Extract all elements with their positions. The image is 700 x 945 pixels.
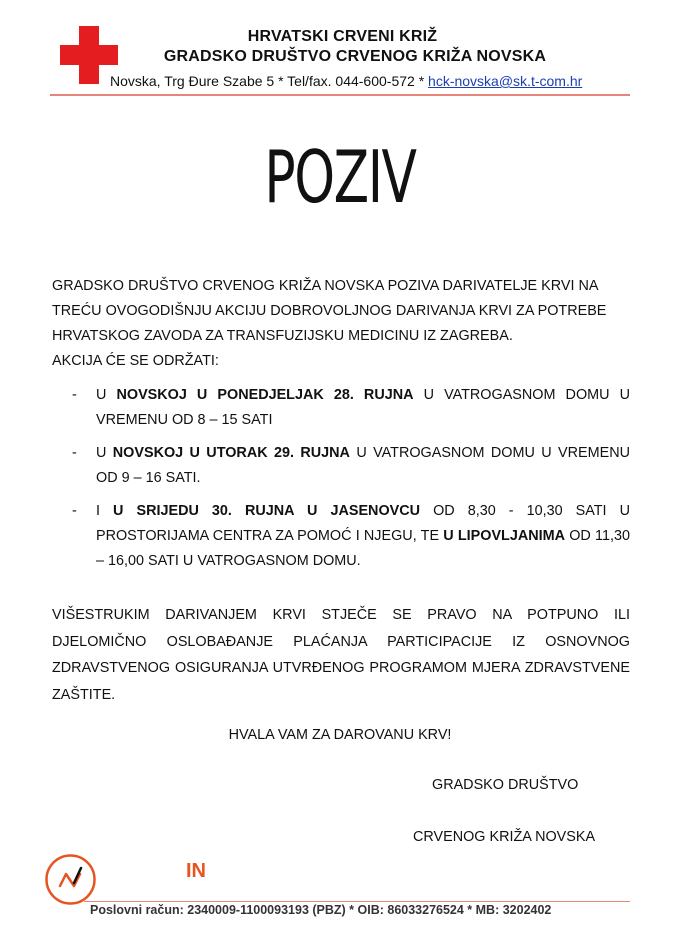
intro-line-4: AKCIJA ĆE SE ODRŽATI: — [52, 353, 219, 369]
header-email-link[interactable]: hck-novska@sk.t-com.hr — [428, 73, 583, 89]
event-text: OD 8,30 - 10,30 SATI U PROSTORIJAMA CENTRA ZA POMOĆ I NJEGU, TE — [96, 503, 630, 544]
event-text: I — [96, 503, 114, 519]
bullet-dash: - — [72, 503, 77, 519]
event-item-2 — [52, 441, 630, 491]
event-item-1 — [52, 383, 630, 433]
intro-paragraph — [52, 274, 630, 374]
document-body — [52, 274, 630, 708]
event-text: U — [96, 445, 113, 461]
rights-paragraph: VIŠESTRUKIM DARIVANJEM KRVI STJEČE SE PRAVO NA POTPUNO ILI DJELOMIČNO OSLOBAĐANJE PLAĆANJA PARTICIPACIJE IZ OSNOVNOG ZDRAVSTVENOG OSIGURANJA UTVRĐENOG PROGRAMOM MJERA ZDRAVSTVENE ZAŠTITE. — [52, 607, 630, 703]
header-address — [110, 73, 582, 89]
bullet-dash: - — [72, 387, 77, 403]
signature-line2: CRVENOG KRIŽA NOVSKA — [413, 829, 596, 845]
red-cross-logo-horizontal — [60, 45, 118, 65]
intro-line-2: TREĆU OVOGODIŠNJU AKCIJU DOBROVOLJNOG DARIVANJA KRVI ZA POTREBE — [52, 303, 607, 319]
footer-business-info: Poslovni račun: 2340009-1100093193 (PBZ) * OIB: 86033276524 * MB: 3202402 — [90, 903, 552, 917]
event-text: U VATROGASNOM DOMU U VREMENU OD 9 – 16 SATI. — [96, 445, 630, 486]
signature-line1: GRADSKO DRUŠTVO — [432, 777, 579, 793]
circle-logo-icon — [44, 853, 97, 906]
thanks-line: HVALA VAM ZA DAROVANU KRV! — [228, 727, 452, 743]
event-highlight: NOVSKOJ U PONEDJELJAK 28. RUJNA — [116, 387, 414, 403]
in-logo-text: IN — [186, 860, 206, 882]
event-text: OD 11,30 – 16,00 SATI U VATROGASNOM DOMU. — [96, 528, 630, 569]
footer-divider — [84, 901, 630, 902]
document-title: POZIV — [264, 135, 416, 219]
event-text: U — [96, 387, 117, 403]
intro-line-1: GRADSKO DRUŠTVO CRVENOG KRIŽA NOVSKA POZIVA DARIVATELJE KRVI NA — [52, 278, 599, 294]
bullet-dash: - — [72, 445, 77, 461]
header-divider — [50, 94, 630, 96]
event-highlight: U LIPOVLJANIMA — [443, 528, 566, 544]
event-highlight: U SRIJEDU 30. RUJNA U JASENOVCU — [113, 503, 421, 519]
intro-line-3: HRVATSKOG ZAVODA ZA TRANSFUZIJSKU MEDICINU IZ ZAGREBA. — [52, 328, 513, 344]
header-org-line2: GRADSKO DRUŠTVO CRVENOG KRIŽA NOVSKA — [163, 48, 547, 65]
event-item-3 — [52, 499, 630, 574]
event-list — [52, 383, 630, 574]
header-address-text: Novska, Trg Đure Szabe 5 * Tel/fax. 044-600-572 * — [110, 73, 425, 89]
event-highlight: NOVSKOJ U UTORAK 29. RUJNA — [112, 445, 350, 461]
header-org-line1: HRVATSKI CRVENI KRIŽ — [247, 28, 438, 45]
event-text: U VATROGASNOM DOMU U VREMENU OD 8 – 15 SATI — [96, 387, 630, 428]
